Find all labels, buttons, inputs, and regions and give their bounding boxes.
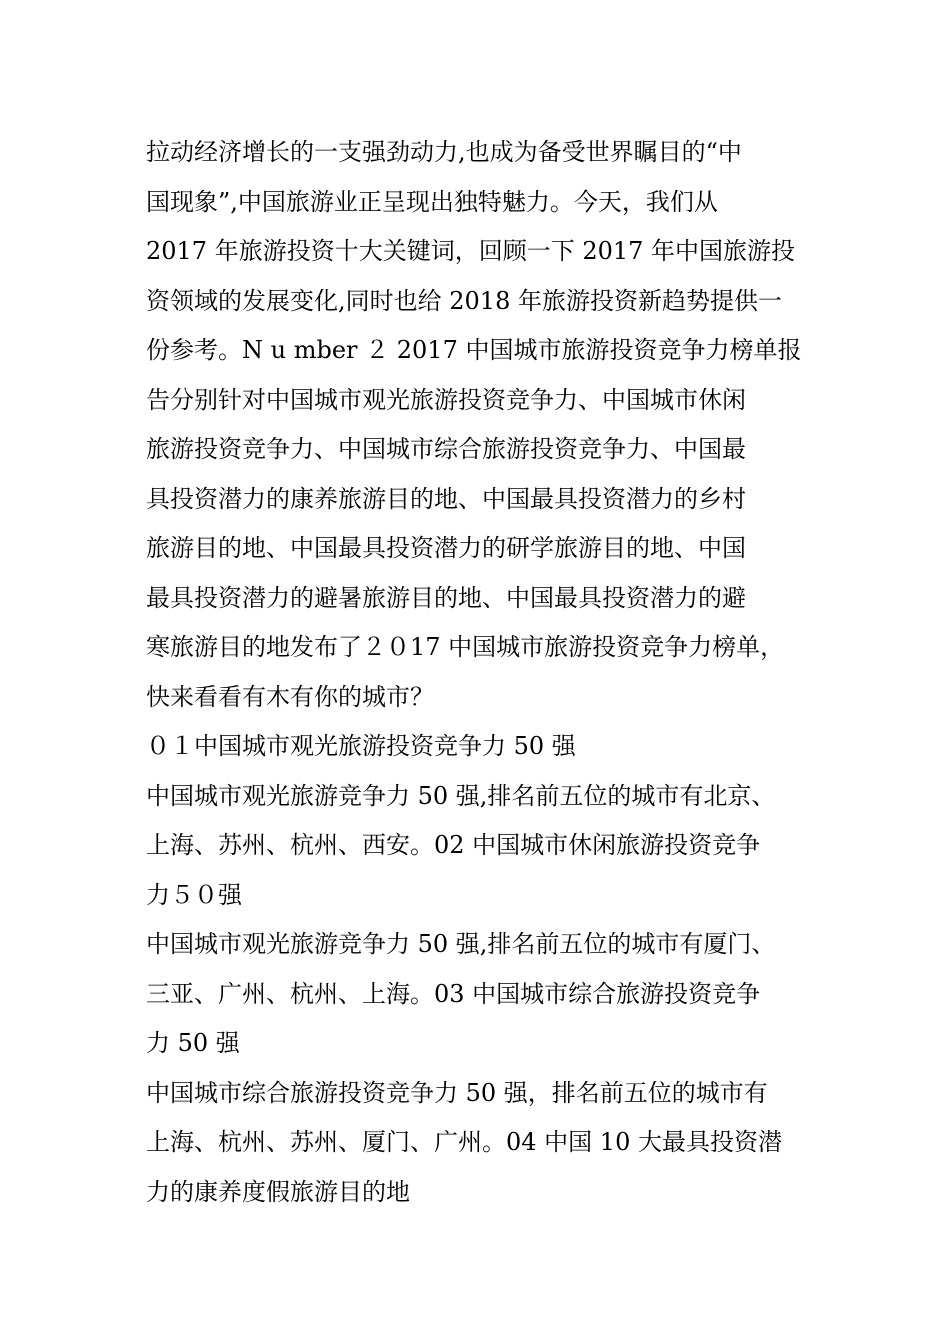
text-line: 最具投资潜力的避暑旅游目的地、中国最具投资潜力的避: [146, 583, 746, 612]
text-line: 力 50 强: [146, 1029, 240, 1057]
text-line: 中国城市观光旅游竞争力 50 强,排名前五位的城市有北京、: [146, 781, 776, 810]
text-line: 拉动经济增长的一支强劲动力,也成为备受世界瞩目的“中: [146, 138, 742, 166]
text-line: 2017 年旅游投资十大关键词，回顾一下 2017 年中国旅游投: [146, 237, 796, 265]
text-line: 快来看看有木有你的城市？: [146, 682, 434, 711]
text-line: 中国城市观光旅游竞争力 50 强,排名前五位的城市有厦门、: [146, 930, 776, 958]
text-line: 上海、苏州、杭州、西安。02 中国城市休闲旅游投资竞争: [146, 831, 761, 859]
section-heading: ０１中国城市观光旅游投资竞争力 50 强: [146, 732, 576, 760]
text-line: 份参考。N u mber ２ 2017 中国城市旅游投资竞争力榜单报: [146, 336, 802, 364]
text-line: 力的康养度假旅游目的地: [146, 1177, 410, 1206]
text-line: 具投资潜力的康养旅游目的地、中国最具投资潜力的乡村: [146, 484, 746, 513]
text-line: 告分别针对中国城市观光旅游投资竞争力、中国城市休闲: [146, 385, 746, 414]
text-line: 旅游目的地、中国最具投资潜力的研学旅游目的地、中国: [146, 534, 746, 562]
text-line: 力５０强: [146, 880, 242, 909]
text-line: 中国城市综合旅游投资竞争力 50 强，排名前五位的城市有: [146, 1078, 768, 1107]
text-line: 三亚、广州、杭州、上海。03 中国城市综合旅游投资竞争: [146, 979, 761, 1008]
text-line: 寒旅游目的地发布了２０17 中国城市旅游投资竞争力榜单，: [146, 633, 785, 661]
text-line: 上海、杭州、苏州、厦门、广州。04 中国 10 大最具投资潜: [146, 1128, 782, 1156]
text-line: 国现象”,中国旅游业正呈现出独特魅力。今天，我们从: [146, 187, 718, 216]
text-line: 旅游投资竞争力、中国城市综合旅游投资竞争力、中国最: [146, 435, 746, 463]
document-body: [146, 128, 816, 1217]
text-line: 资领域的发展变化,同时也给 2018 年旅游投资新趋势提供一: [146, 286, 782, 315]
